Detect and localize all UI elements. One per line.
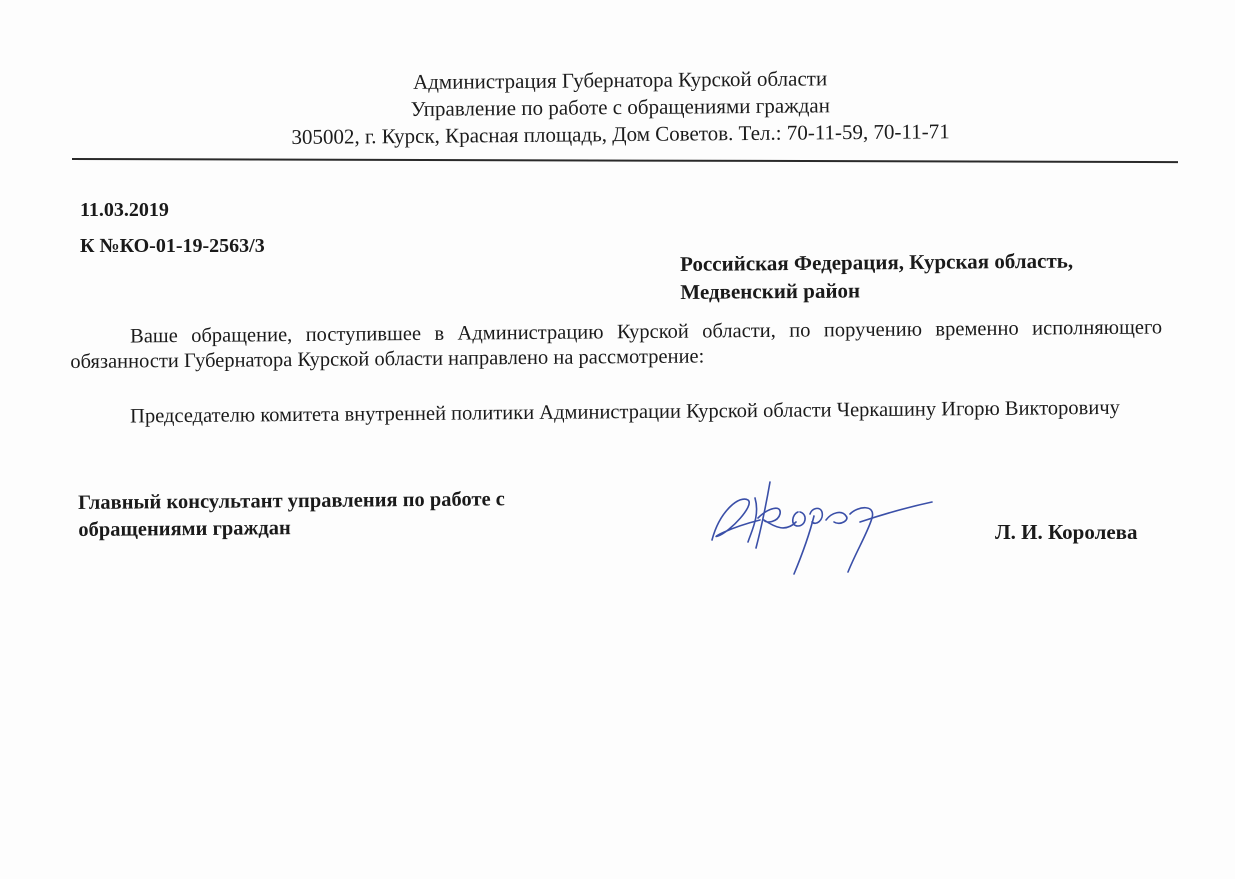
body-paragraph-referral: Ваше обращение, поступившее в Администрацию Курской области, по поручению временно исполняющего обязанности Губернатора Курской области направлено на рассмотрение: xyxy=(70,316,1163,373)
signatory-position-line2: обращениями граждан xyxy=(78,517,291,541)
letterhead-divider xyxy=(72,158,1178,163)
signatory-position-line1: Главный консультант управления по работе с xyxy=(78,488,505,514)
recipient-line-district: Медвенский район xyxy=(680,278,861,304)
handwritten-signature xyxy=(700,470,960,580)
signatory-position xyxy=(78,485,638,544)
signatory-name: Л. И. Королева xyxy=(995,520,1138,544)
recipient-address xyxy=(680,246,1180,306)
registration-number: К №КО-01-19-2563/3 xyxy=(80,235,265,257)
letterhead-department: Управление по работе с обращениями граждан xyxy=(410,93,831,121)
letterhead-organization: Администрация Губернатора Курской области xyxy=(412,66,828,94)
body-paragraph-addressee: Председателю комитета внутренней политики Администрации Курской области Черкашину Игорю Викторовичу xyxy=(130,396,1120,428)
recipient-line-region: Российская Федерация, Курская область, xyxy=(680,248,1074,276)
letterhead-address: 305002, г. Курск, Красная площадь, Дом Советов. Тел.: 70-11-59, 70-11-71 xyxy=(291,119,950,149)
letterhead xyxy=(60,62,1181,153)
document-date: 11.03.2019 xyxy=(80,199,169,221)
